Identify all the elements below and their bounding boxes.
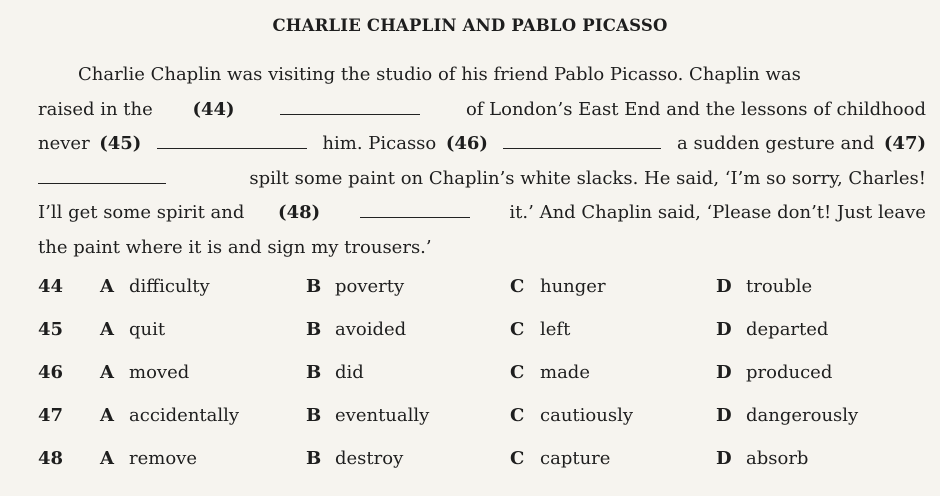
option-text[interactable]: produced — [746, 362, 833, 383]
page-title: CHARLIE CHAPLIN AND PABLO PICASSO — [272, 16, 668, 35]
option-letter: B — [306, 405, 322, 426]
option-letter: C — [510, 448, 525, 469]
option-text[interactable]: did — [335, 362, 364, 383]
option-letter: B — [306, 276, 322, 297]
gap-number-46: (46) — [445, 133, 488, 154]
question-row-45 — [38, 319, 918, 349]
option-text[interactable]: moved — [129, 362, 190, 383]
blank-46 — [503, 128, 661, 149]
passage-line — [38, 127, 926, 162]
blank-48 — [360, 197, 470, 218]
passage-text: never — [38, 133, 90, 154]
question-row-44 — [38, 276, 918, 306]
option-text[interactable]: trouble — [746, 276, 813, 297]
gap-number-48: (48) — [278, 202, 321, 223]
question-row-46 — [38, 362, 918, 392]
option-letter: B — [306, 319, 322, 340]
option-text[interactable]: destroy — [335, 448, 404, 469]
question-number: 46 — [38, 362, 64, 383]
passage-text: him. Picasso — [322, 133, 437, 154]
option-text[interactable]: capture — [540, 448, 611, 469]
blank-44 — [280, 94, 420, 115]
option-letter: D — [716, 448, 732, 469]
blank-47 — [38, 163, 166, 184]
gap-number-44: (44) — [192, 98, 235, 120]
option-letter: C — [510, 362, 525, 383]
option-text[interactable]: dangerously — [746, 405, 859, 426]
passage-text: the paint where it is and sign my trousers.’ — [38, 236, 432, 258]
passage-text: of London’s East End and the lessons of childhood — [465, 98, 926, 120]
question-number: 48 — [38, 448, 64, 469]
passage-text: it.’ And Chaplin said, ‘Please don’t! Just leave — [509, 202, 926, 223]
option-letter: A — [100, 405, 114, 426]
option-letter: A — [100, 276, 114, 297]
passage-text: raised in the — [38, 98, 153, 120]
passage-line — [38, 58, 926, 93]
option-letter: B — [306, 448, 322, 469]
option-text[interactable]: made — [540, 362, 590, 383]
option-text[interactable]: accidentally — [129, 405, 240, 426]
option-text[interactable]: hunger — [540, 276, 606, 297]
option-letter: C — [510, 319, 525, 340]
question-row-48 — [38, 448, 918, 478]
option-letter: A — [100, 448, 114, 469]
option-text[interactable]: quit — [129, 319, 166, 340]
blank-45 — [157, 128, 307, 149]
question-number: 44 — [38, 276, 64, 297]
option-text[interactable]: cautiously — [540, 405, 633, 426]
option-text[interactable]: eventually — [335, 405, 430, 426]
passage-line — [38, 231, 926, 266]
option-text[interactable]: absorb — [746, 448, 809, 469]
passage-line — [38, 196, 926, 231]
option-letter: D — [716, 405, 732, 426]
gap-number-45: (45) — [99, 133, 142, 154]
option-text[interactable]: poverty — [335, 276, 405, 297]
option-letter: D — [716, 319, 732, 340]
option-letter: C — [510, 405, 525, 426]
option-letter: C — [510, 276, 525, 297]
passage-text: Charlie Chaplin was visiting the studio of his friend Pablo Picasso. Chaplin was — [78, 64, 801, 85]
option-letter: D — [716, 362, 732, 383]
passage-line — [38, 162, 926, 197]
passage-text: a sudden gesture and — [677, 133, 875, 154]
option-text[interactable]: left — [540, 319, 571, 340]
question-row-47 — [38, 405, 918, 435]
passage-text: spilt some paint on Chaplin’s white slacks. He said, ‘I’m so sorry, Charles! — [249, 167, 926, 189]
option-letter: A — [100, 362, 114, 383]
gap-number-47: (47) — [883, 133, 926, 154]
option-text[interactable]: departed — [746, 319, 829, 340]
passage-text: I’ll get some spirit and — [38, 202, 245, 223]
option-letter: D — [716, 276, 732, 297]
question-number: 45 — [38, 319, 64, 340]
option-letter: A — [100, 319, 114, 340]
option-letter: B — [306, 362, 322, 383]
passage-line — [38, 93, 926, 128]
passage — [38, 58, 926, 265]
option-text[interactable]: avoided — [335, 319, 407, 340]
option-text[interactable]: difficulty — [129, 276, 210, 297]
question-number: 47 — [38, 405, 64, 426]
option-text[interactable]: remove — [129, 448, 197, 469]
